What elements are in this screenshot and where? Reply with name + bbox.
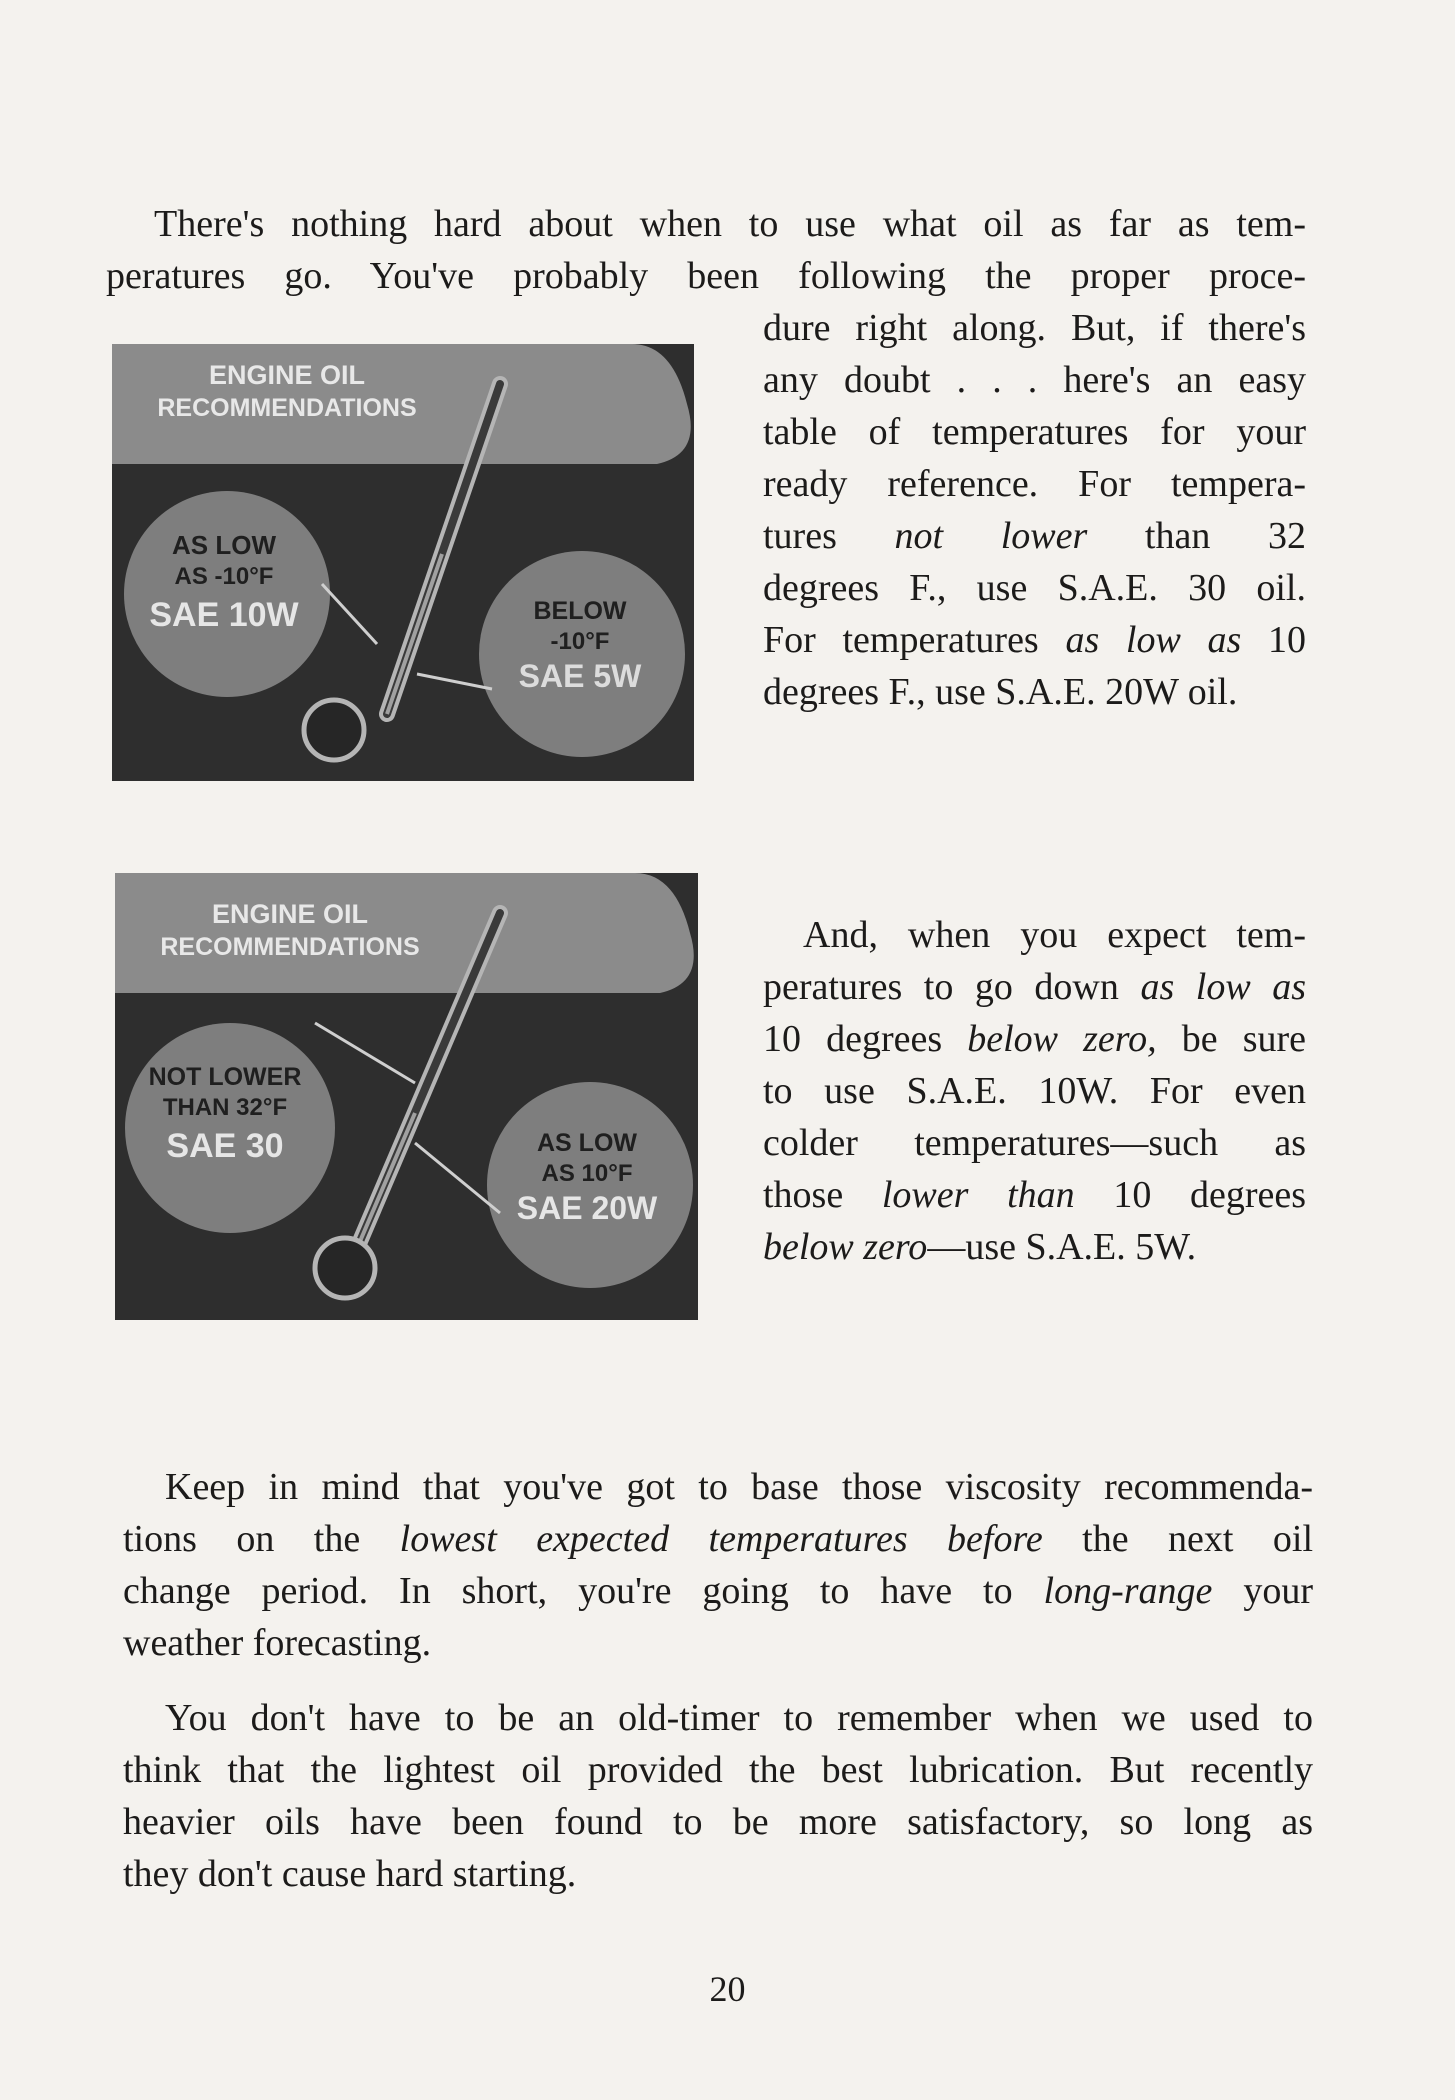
text-span-italic: not	[894, 515, 944, 557]
side1-line-1: dure right along. But, if there's	[763, 307, 1306, 349]
text-span: For temperatures	[763, 619, 1039, 661]
side1-line-4: ready reference. For tempera-	[763, 463, 1306, 505]
intro-paragraph	[106, 198, 1306, 302]
header-line-1: ENGINE OIL	[211, 899, 369, 929]
para4-line-1: You don't have to be an old-timer to remember when we used to	[165, 1697, 1313, 1739]
side1-line-8: degrees F., use S.A.E. 20W oil.	[763, 671, 1238, 713]
text-span: than 32	[1144, 515, 1306, 557]
intro-line-2: peratures go. You've probably been following the proper proce-	[106, 255, 1306, 297]
para4-line-2: think that the lightest oil provided the best lubrication. But recently	[123, 1749, 1313, 1791]
header-line-2: RECOMMENDATIONS	[160, 933, 420, 961]
text-span-italic: long-range	[1043, 1570, 1213, 1612]
right-circle-line-3: SAE 5W	[518, 658, 642, 694]
para3-line-3	[123, 1565, 1313, 1617]
text-span: the next oil	[1082, 1518, 1314, 1560]
text-span: those	[763, 1174, 844, 1216]
para4-line-4: they don't cause hard starting.	[123, 1853, 577, 1895]
paragraph-3	[123, 1461, 1313, 1669]
figure-1-graphic	[112, 344, 694, 781]
right-circle-line-2: -10°F	[550, 628, 610, 655]
side1-line-2: any doubt . . . here's an easy	[763, 359, 1306, 401]
side2-line-2	[763, 961, 1306, 1013]
left-circle	[124, 491, 330, 697]
text-span: tions on the	[123, 1518, 361, 1560]
figure-2-graphic	[115, 873, 698, 1320]
text-span: 10	[1268, 619, 1307, 661]
right-circle-line-2: AS 10°F	[541, 1160, 633, 1187]
text-span: 10 degrees	[763, 1018, 943, 1060]
left-circle-line-1: NOT LOWER	[148, 1063, 302, 1091]
left-circle-line-2: AS -10°F	[174, 563, 274, 590]
text-span-italic: below zero,	[967, 1018, 1157, 1060]
right-circle-line-1: AS LOW	[537, 1129, 637, 1157]
side1-line-5	[763, 510, 1306, 562]
text-span: peratures to go down	[763, 966, 1119, 1008]
left-circle-line-1: AS LOW	[172, 530, 276, 560]
header-line-1: ENGINE OIL	[208, 360, 366, 390]
text-span-italic: below zero	[763, 1226, 928, 1268]
text-span: tures	[763, 515, 837, 557]
side2-line-1: And, when you expect tem-	[803, 914, 1306, 956]
text-span-italic: as low as	[1065, 619, 1242, 661]
text-span: be sure	[1181, 1018, 1306, 1060]
left-circle-line-2: THAN 32°F	[162, 1094, 288, 1121]
side-paragraph-2	[763, 909, 1306, 1273]
left-circle-line-3: SAE 30	[166, 1127, 284, 1165]
text-span: —use S.A.E. 5W.	[927, 1226, 1197, 1268]
text-span: change period. In short, you're going to have to	[123, 1570, 1013, 1612]
text-span-italic: lower	[1000, 515, 1088, 557]
side2-line-6	[763, 1169, 1306, 1221]
right-circle-line-3: SAE 20W	[516, 1190, 658, 1226]
side2-line-7	[763, 1221, 1306, 1273]
text-span-italic: lowest expected temperatures before	[399, 1518, 1043, 1560]
right-circle-line-1: BELOW	[533, 597, 627, 625]
side2-line-4: to use S.A.E. 10W. For even	[763, 1070, 1306, 1112]
para3-line-4: weather forecasting.	[123, 1622, 432, 1664]
side-paragraph-1	[763, 302, 1306, 718]
page-number: 20	[709, 1969, 746, 2009]
para4-line-3: heavier oils have been found to be more satisfactory, so long as	[123, 1801, 1313, 1843]
oil-recommendation-figure-2	[115, 873, 698, 1320]
oil-recommendation-figure-1	[112, 344, 694, 781]
side1-line-7	[763, 614, 1306, 666]
para3-line-1: Keep in mind that you've got to base those viscosity recommenda-	[165, 1466, 1313, 1508]
side1-line-3: table of temperatures for your	[763, 411, 1306, 453]
para3-line-2	[123, 1513, 1313, 1565]
text-span-italic: lower than	[881, 1174, 1075, 1216]
text-span: 10 degrees	[1113, 1174, 1307, 1216]
side1-line-6: degrees F., use S.A.E. 30 oil.	[763, 567, 1306, 609]
paragraph-4	[123, 1692, 1313, 1900]
header-line-2: RECOMMENDATIONS	[157, 394, 417, 422]
side2-line-3	[763, 1013, 1306, 1065]
text-span-italic: as low as	[1140, 966, 1307, 1008]
side2-line-5: colder temperatures—such as	[763, 1122, 1306, 1164]
intro-line-1: There's nothing hard about when to use what oil as far as tem-	[154, 203, 1306, 245]
left-circle-line-3: SAE 10W	[149, 596, 299, 634]
text-span: your	[1243, 1570, 1313, 1612]
